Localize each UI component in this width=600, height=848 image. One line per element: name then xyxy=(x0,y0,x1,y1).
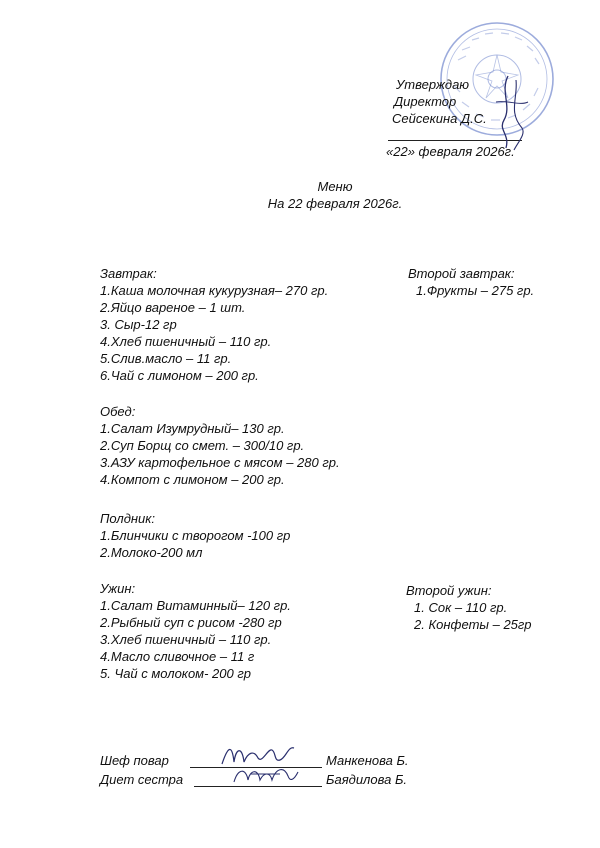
list-item: 5. Чай с молоком- 200 гр xyxy=(100,666,251,681)
approval-block xyxy=(390,76,487,127)
list-item: 2.Яйцо вареное – 1 шт. xyxy=(100,300,246,315)
breakfast-section xyxy=(100,265,328,384)
list-item: 1.Блинчики с творогом -100 гр xyxy=(100,528,291,543)
list-item: 4.Компот с лимоном – 200 гр. xyxy=(100,472,285,487)
dinner-header: Ужин: xyxy=(100,581,136,596)
chef-name: Манкенова Б. xyxy=(326,753,409,768)
nurse-name: Баядилова Б. xyxy=(326,772,408,787)
approval-position: Директор xyxy=(394,94,457,109)
snack-header: Полдник: xyxy=(100,511,156,526)
director-signature xyxy=(478,72,538,152)
list-item: 1. Сок – 110 гр. xyxy=(414,600,508,615)
nurse-signature xyxy=(230,762,300,788)
second-breakfast-header: Второй завтрак: xyxy=(408,266,515,281)
list-item: 3. Сыр-12 гр xyxy=(100,317,177,332)
lunch-header: Обед: xyxy=(100,404,136,419)
list-item: 2. Конфеты – 25гр xyxy=(414,617,532,632)
nurse-role-label: Диет сестра xyxy=(100,772,184,787)
approval-date: «22» февраля 2026г. xyxy=(386,144,515,159)
second-breakfast-section xyxy=(408,265,534,299)
list-item: 6.Чай с лимоном – 200 гр. xyxy=(100,368,259,383)
list-item: 1.Каша молочная кукурузная– 270 гр. xyxy=(100,283,329,298)
chef-role-label: Шеф повар xyxy=(100,753,169,768)
second-dinner-section xyxy=(406,582,532,633)
second-dinner-header: Второй ужин: xyxy=(406,583,492,598)
list-item: 1.Фрукты – 275 гр. xyxy=(416,283,535,298)
list-item: 2.Молоко-200 мл xyxy=(100,545,203,560)
list-item: 1.Салат Изумрудный– 130 гр. xyxy=(100,421,285,436)
list-item: 2.Суп Борщ со смет. – 300/10 гр. xyxy=(100,438,305,453)
menu-date: На 22 февраля 2026г. xyxy=(267,196,403,211)
list-item: 3.Хлеб пшеничный – 110 гр. xyxy=(100,632,272,647)
list-item: 3.АЗУ картофельное с мясом – 280 гр. xyxy=(100,455,340,470)
snack-section xyxy=(100,510,290,561)
lunch-section xyxy=(100,403,340,488)
list-item: 5.Слив.масло – 11 гр. xyxy=(100,351,232,366)
list-item: 2.Рыбный суп с рисом -280 гр xyxy=(100,615,282,630)
approval-director-name: Сейсекина Д.С. xyxy=(392,111,487,126)
dinner-section xyxy=(100,580,291,682)
menu-title: Меню xyxy=(317,179,353,194)
list-item: 4.Хлеб пшеничный – 110 гр. xyxy=(100,334,272,349)
approval-word: Утверждаю xyxy=(396,77,470,92)
list-item: 1.Салат Витаминный– 120 гр. xyxy=(100,598,291,613)
breakfast-header: Завтрак: xyxy=(100,266,157,281)
list-item: 4.Масло сливочное – 11 г xyxy=(100,649,255,664)
